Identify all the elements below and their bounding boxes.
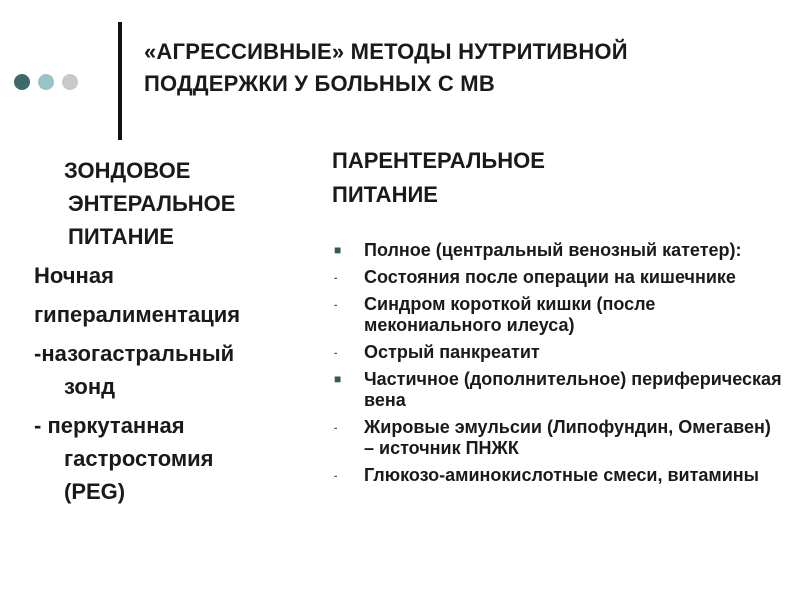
dash-bullet-icon: ‐: [334, 471, 338, 482]
square-bullet-icon: ■: [334, 372, 342, 386]
list-item-text: Состояния после операции на кишечнике: [364, 267, 736, 287]
enteral-item-percutaneous: - перкутанная: [34, 413, 185, 438]
enteral-heading-line-1: ЗОНДОВОЕ: [64, 158, 191, 183]
list-item: [332, 267, 782, 288]
dot-dark: [14, 74, 30, 90]
enteral-heading-line-2: ЭНТЕРАЛЬНОЕ: [68, 191, 236, 216]
enteral-column: [34, 154, 324, 508]
parenteral-heading-line-1: ПАРЕНТЕРАЛЬНОЕ: [332, 148, 545, 173]
dash-bullet-icon: ‐: [334, 273, 338, 284]
parenteral-heading-line-2: ПИТАНИЕ: [332, 182, 438, 207]
enteral-heading: [34, 154, 324, 253]
enteral-item-peg: (PEG): [64, 479, 126, 504]
list-item-text: Частичное (дополнительное) периферическая вена: [364, 369, 782, 410]
slide-title: [144, 36, 764, 100]
list-item: [332, 465, 782, 486]
list-item-text: Острый панкреатит: [364, 342, 540, 362]
enteral-item-percutaneous-cont: гастростомия: [64, 446, 214, 471]
list-item-text: Глюкозо-аминокислотные смеси, витамины: [364, 465, 760, 485]
dash-bullet-icon: ‐: [334, 348, 338, 359]
title-divider: [118, 22, 122, 140]
parenteral-list: [332, 240, 782, 492]
parenteral-heading: [332, 144, 752, 212]
title-line-2: ПОДДЕРЖКИ У БОЛЬНЫХ С МВ: [144, 71, 495, 96]
dash-bullet-icon: ‐: [334, 423, 338, 434]
list-item-text: Жировые эмульсии (Липофундин, Омегавен) – источник ПНЖК: [364, 417, 771, 458]
list-item: [332, 369, 782, 411]
dot-gray: [62, 74, 78, 90]
enteral-item-night: Ночная: [34, 263, 114, 288]
list-item: [332, 240, 782, 261]
list-item-text: Синдром короткой кишки (после мекониального илеуса): [364, 294, 656, 335]
title-line-1: «АГРЕССИВНЫЕ» МЕТОДЫ НУТРИТИВНОЙ: [144, 39, 628, 64]
list-item: [332, 294, 782, 336]
enteral-heading-line-3: ПИТАНИЕ: [68, 224, 174, 249]
dash-bullet-icon: ‐: [334, 300, 338, 311]
list-item: [332, 417, 782, 459]
enteral-item-nasogastric-cont: зонд: [64, 374, 116, 399]
list-item: [332, 342, 782, 363]
list-item-text: Полное (центральный венозный катетер):: [364, 240, 742, 260]
dot-light: [38, 74, 54, 90]
square-bullet-icon: ■: [334, 243, 342, 257]
decorative-dots: [14, 74, 78, 90]
enteral-item-nasogastric: -назогастральный: [34, 341, 235, 366]
enteral-item-hyperalimentation: гипералиментация: [34, 302, 241, 327]
